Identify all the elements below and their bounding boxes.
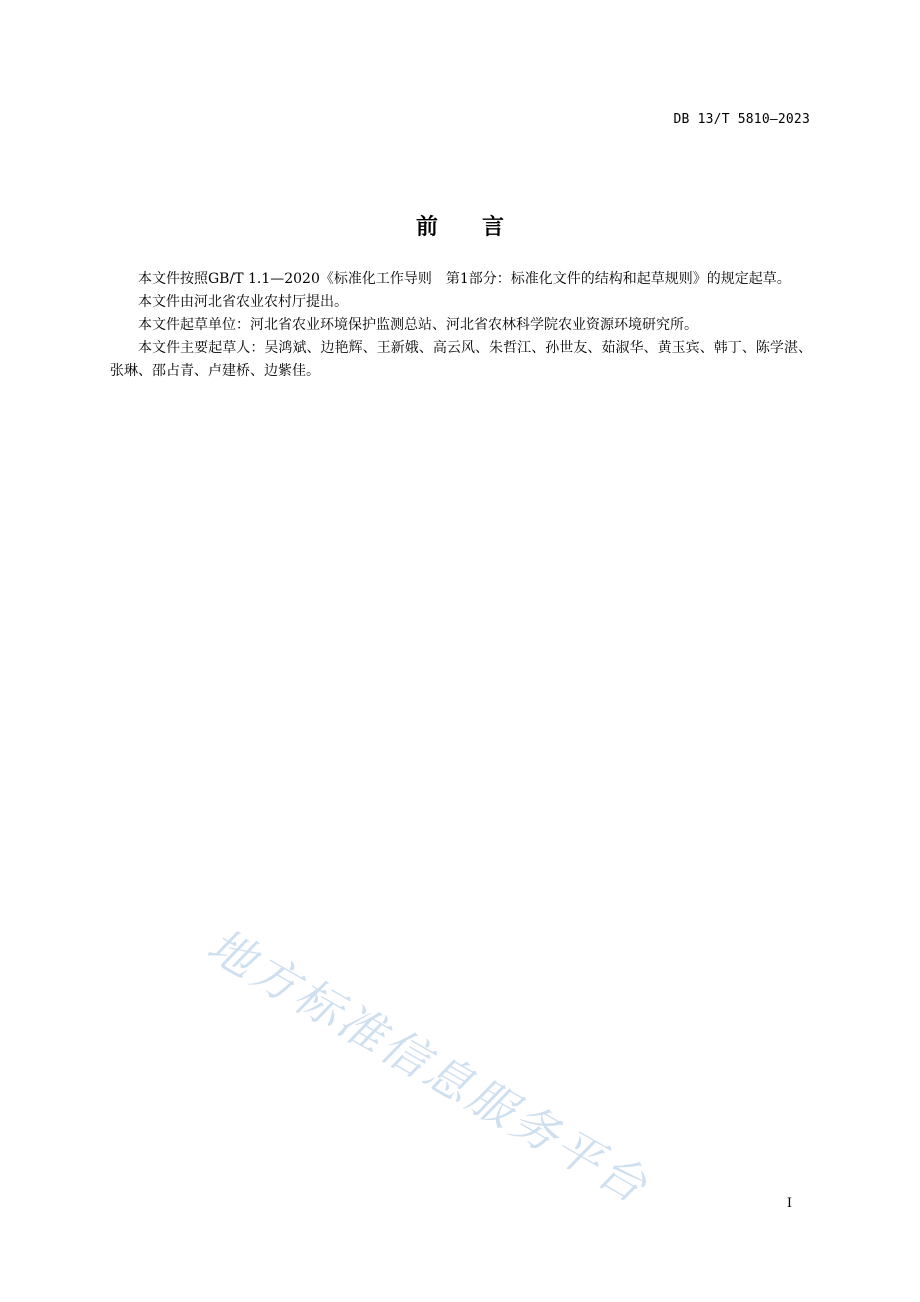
- page-title: 前言: [415, 215, 548, 240]
- paragraph-drafting-rules: 本文件按照GB/T 1.1—2020《标准化工作导则 第1部分：标准化文件的结构和起草规则》的规定起草。: [138, 271, 791, 287]
- document-code: DB 13/T 5810—2023: [673, 112, 810, 127]
- paragraph-drafters: 本文件主要起草人：吴鸿斌、边艳辉、王新娥、高云风、朱哲江、孙世友、茹淑华、黄玉宾、韩丁、陈学湛、张琳、邵占青、卢建桥、边紫佳。: [110, 340, 812, 379]
- page-number: I: [786, 1196, 792, 1211]
- foreword-body: [110, 268, 812, 383]
- watermark: 地方标准信息服务平台: [198, 917, 659, 1215]
- paragraph-proposer: 本文件由河北省农业农村厅提出。: [138, 294, 348, 310]
- paragraph-drafting-units: 本文件起草单位：河北省农业环境保护监测总站、河北省农林科学院农业资源环境研究所。: [138, 317, 698, 333]
